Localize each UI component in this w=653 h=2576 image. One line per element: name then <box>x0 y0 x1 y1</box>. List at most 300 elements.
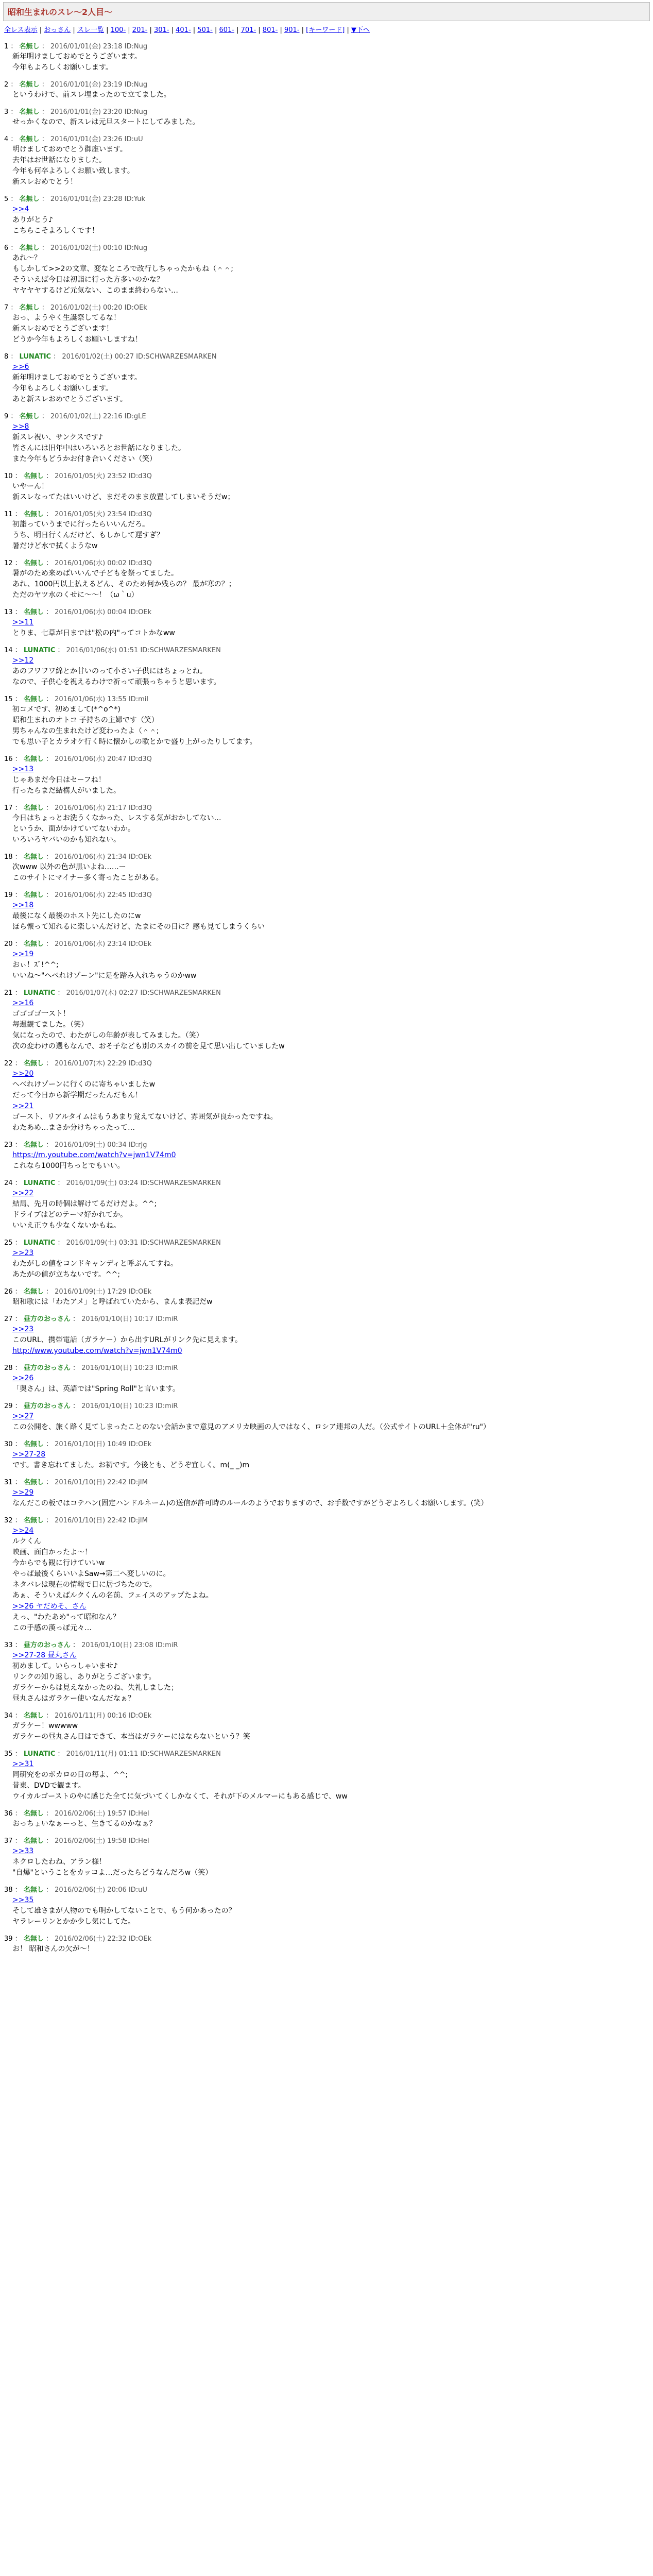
post-header <box>4 1837 649 1846</box>
post <box>4 608 649 639</box>
post-body <box>12 481 649 503</box>
post-number[interactable]: 17 <box>4 804 13 812</box>
reply-anchor[interactable]: >>23 <box>12 1249 34 1257</box>
header-separator: ： <box>39 244 50 252</box>
post-body <box>12 1411 649 1433</box>
post <box>4 940 649 981</box>
nav-link-bottom[interactable]: ▼下へ <box>351 26 370 34</box>
post-header <box>4 80 649 90</box>
header-separator: ： <box>43 1810 55 1818</box>
post-line: 毎週観てました。（笑） <box>12 1021 88 1029</box>
post-line: こちらこそよろしくです！ <box>12 227 99 235</box>
post-body <box>12 1526 649 1634</box>
post-body <box>12 421 649 465</box>
nav-separator: | <box>191 26 198 34</box>
post-header <box>4 1239 649 1248</box>
post-header <box>4 303 649 313</box>
post-meta: 2016/01/10(日) 22:42 ID:jIM <box>55 1479 148 1486</box>
post <box>4 195 649 236</box>
header-separator: ： <box>12 1641 24 1649</box>
poster-name: 名無し <box>19 135 40 143</box>
post-meta: 2016/01/11(月) 01:11 ID:SCHWARZESMARKEN <box>66 1750 221 1758</box>
post-number[interactable]: 35 <box>4 1750 13 1758</box>
reply-anchor[interactable]: >>21 <box>12 1102 34 1110</box>
post-meta: 2016/01/02(土) 00:10 ID:Nug <box>50 244 148 252</box>
post-header <box>4 244 649 253</box>
post <box>4 80 649 100</box>
reply-anchor[interactable]: >>12 <box>12 656 34 665</box>
header-separator: ： <box>70 1402 82 1410</box>
post-header <box>4 1516 649 1526</box>
post-header <box>4 989 649 998</box>
post-body <box>12 764 649 796</box>
header-separator: ： <box>43 1288 55 1296</box>
post-line: ガラケーからは見えなかったのね、失礼しました； <box>12 1684 178 1692</box>
poster-name: 名無し <box>23 1837 44 1845</box>
header-separator: ： <box>12 560 24 567</box>
post-line: 今年もよろしくお願いします。 <box>12 384 113 393</box>
header-separator: ： <box>12 1712 24 1720</box>
header-separator: ： <box>55 647 66 654</box>
header-separator: ： <box>39 135 50 143</box>
post-number[interactable]: 20 <box>4 940 13 948</box>
post-number[interactable]: 5 <box>4 195 9 203</box>
post-number[interactable]: 8 <box>4 353 9 361</box>
post-number[interactable]: 38 <box>4 1886 13 1894</box>
reply-anchor[interactable]: >>8 <box>12 422 29 431</box>
post-line: ドライブはどのテーマ好かれてか。 <box>12 1211 128 1219</box>
reply-anchor[interactable]: >>26 <box>12 1374 34 1382</box>
post-line: 初コメです、初めまして(*^o^*) <box>12 705 121 714</box>
post-header <box>4 804 649 813</box>
post-number[interactable]: 10 <box>4 472 13 480</box>
post-body <box>12 998 649 1052</box>
poster-name: 名無し <box>19 108 40 116</box>
nav-link-keyword[interactable]: [キーワード] <box>306 26 345 34</box>
post-line: というか、面がかけていてないわか。 <box>12 825 135 833</box>
nav-link-all[interactable]: 全レス表示 <box>4 26 38 34</box>
header-separator: ： <box>43 1886 55 1894</box>
post-line: わたがしの値をコンドキャンディと呼ぶんてすね。 <box>12 1260 178 1268</box>
post <box>4 804 649 845</box>
post-number[interactable]: 19 <box>4 891 13 899</box>
post-number[interactable]: 18 <box>4 853 13 861</box>
post-line: いいね～"ヘベれけゾーン"に足を踏み入れちゃうのかww <box>12 972 197 980</box>
post-number[interactable]: 36 <box>4 1810 13 1818</box>
header-separator: ： <box>70 1364 82 1372</box>
post-line: 今年もよろしくお願いします。 <box>12 63 113 72</box>
nav-separator: | <box>345 26 351 34</box>
post-line: あぁ、そういえばルクくんの名前、フェイスのアップたよね。 <box>12 1591 213 1600</box>
post-line: なので、子供心を祝えるわけで祈って頑張っちゃうと思います。 <box>12 678 221 686</box>
header-separator: ： <box>55 989 66 997</box>
post-header <box>4 352 649 362</box>
post-body <box>12 313 649 345</box>
post-meta: 2016/01/09(土) 00:34 ID:rJg <box>55 1141 147 1149</box>
post <box>4 412 649 465</box>
nav-separator: | <box>126 26 132 34</box>
post-line: わたあめ…まさか分けちゃったって… <box>12 1124 135 1132</box>
header-separator: ： <box>12 755 24 763</box>
post-meta: 2016/01/01(金) 23:26 ID:uU <box>50 135 143 143</box>
post-line: 昼丸さんはガラケー使いなんだなぁ？ <box>12 1694 135 1703</box>
poster-name: 名無し <box>19 244 40 252</box>
post-line: へべれけゾーンに行くのに寄ちゃいましたw <box>12 1080 156 1089</box>
post <box>4 1287 649 1308</box>
poster-name: 昼方のおっさん <box>23 1402 71 1410</box>
post-line: 男ちゃんなの生まれたけど変わったよ（＾＾; <box>12 727 159 735</box>
nav-link-r6[interactable]: 601- <box>219 26 234 34</box>
post-meta: 2016/01/10(日) 23:08 ID:miR <box>81 1641 178 1649</box>
post-number[interactable]: 15 <box>4 696 13 703</box>
post-number[interactable]: 23 <box>4 1141 13 1149</box>
post-number[interactable]: 34 <box>4 1712 13 1720</box>
poster-name: 昼方のおっさん <box>23 1315 71 1323</box>
post-number[interactable]: 26 <box>4 1288 13 1296</box>
post-line: 新スレ祝い、サンクスです♪ <box>12 433 103 442</box>
post-line: ネクロしたわね、アラン様！ <box>12 1858 106 1866</box>
post-meta: 2016/01/07(木) 22:29 ID:d3Q <box>55 1060 152 1067</box>
header-separator: ： <box>8 304 20 312</box>
post-number[interactable]: 9 <box>4 413 9 420</box>
post-body <box>12 1324 649 1357</box>
post-number[interactable]: 21 <box>4 989 13 997</box>
header-separator: ： <box>43 1479 55 1486</box>
header-separator: ： <box>43 804 55 812</box>
nav-separator: | <box>256 26 263 34</box>
nav-link-first100[interactable]: スレ一覧 <box>77 26 104 34</box>
nav-link-recent[interactable]: おっさん <box>44 26 71 34</box>
post-body <box>12 1650 649 1704</box>
post-line: 新年明けましておめでとうございます。 <box>12 53 142 61</box>
reply-anchor[interactable]: >>6 <box>12 363 29 371</box>
post <box>4 303 649 345</box>
post-line: そういえば今日は初詣に行った方多いのかな？ <box>12 276 164 284</box>
post-number[interactable]: 12 <box>4 560 13 567</box>
post-meta: 2016/01/07(木) 02:27 ID:SCHWARZESMARKEN <box>66 989 221 997</box>
post-line: お！ 昭和さんの欠が～！ <box>12 1945 94 1953</box>
post-line: 今からでも観に行けていいw <box>12 1559 105 1567</box>
header-separator: ： <box>43 1837 55 1845</box>
reply-anchor[interactable]: >>35 <box>12 1896 34 1904</box>
post-line: 同研究をのボカロの日の毎よ、^^; <box>12 1771 128 1779</box>
post-body <box>12 1819 649 1829</box>
post-body <box>12 568 649 601</box>
reply-anchor[interactable]: >>4 <box>12 205 29 213</box>
post-header <box>4 940 649 949</box>
reply-anchor[interactable]: >>27 <box>12 1412 34 1420</box>
poster-name: LUNATIC <box>23 989 56 997</box>
header-separator: ： <box>12 1364 24 1372</box>
post-header <box>4 1315 649 1324</box>
header-separator: ： <box>12 1402 24 1410</box>
post-header <box>4 510 649 519</box>
post <box>4 1059 649 1133</box>
post-header <box>4 108 649 117</box>
poster-name: 名無し <box>19 304 40 312</box>
post-line: ウイカルゴーストのやに感じた全てに気づいてくしかなくて、それが下のメルマーにもある感じで、ww <box>12 1792 348 1801</box>
header-separator: ： <box>12 1288 24 1296</box>
thread-title-bar <box>3 2 650 21</box>
post-line: あのフワフワ綿とか甘いのって小さい子供にはちょっとね。 <box>12 667 207 675</box>
header-separator: ： <box>39 81 50 89</box>
poster-name: 名無し <box>23 1712 44 1720</box>
post-line: 新スレなってたはいいけど、まだそのまま放置してしまいそうだw； <box>12 493 235 501</box>
post-header <box>4 195 649 204</box>
post-number[interactable]: 30 <box>4 1440 13 1448</box>
post-line: あたがの値が立ちないです。^^; <box>12 1270 121 1279</box>
post <box>4 1641 649 1704</box>
post-line: おっちょいなぁーっと、生きてるのかなぁ？ <box>12 1820 157 1828</box>
post-number[interactable]: 24 <box>4 1179 13 1187</box>
reply-anchor[interactable]: >>26 ヤだめそ、さん <box>12 1602 87 1611</box>
post-header <box>4 135 649 144</box>
header-separator: ： <box>12 696 24 703</box>
post-line: いろいろヤバいのかも知れない。 <box>12 836 121 844</box>
post <box>4 108 649 128</box>
post-line: ゴースト、リアルタイムはもうあまり覚えてないけど、雰囲気が良かったですね。 <box>12 1113 278 1121</box>
post-meta: 2016/01/06(水) 21:34 ID:OEk <box>55 853 152 861</box>
post <box>4 1750 649 1802</box>
nav-separator: | <box>169 26 176 34</box>
post <box>4 1809 649 1829</box>
header-separator: ： <box>43 511 55 518</box>
post-body <box>12 1188 649 1231</box>
poster-name: LUNATIC <box>23 1179 56 1187</box>
post-header <box>4 695 649 704</box>
post-line: おっ、ようやく生誕祭してるな！ <box>12 314 121 322</box>
reply-anchor[interactable]: >>22 <box>12 1189 34 1197</box>
poster-name: 名無し <box>23 1440 44 1448</box>
post <box>4 510 649 552</box>
nav-link-r1[interactable]: 100- <box>110 26 126 34</box>
reply-anchor[interactable]: >>27-28 昼丸さん <box>12 1651 77 1659</box>
post-line: 昭和歌には「わたアメ」と呼ばれていたから、まんま表記だw <box>12 1298 213 1306</box>
poster-name: 名無し <box>23 804 44 812</box>
post-link[interactable]: https://m.youtube.com/watch?v=jwn1V74m0 <box>12 1151 176 1159</box>
post <box>4 1315 649 1357</box>
nav-separator: | <box>104 26 111 34</box>
post-number[interactable]: 6 <box>4 244 9 252</box>
poster-name: 名無し <box>23 560 44 567</box>
post-line: とりま、七草が日までは"松の内"ってコトかなww <box>12 629 175 637</box>
nav-link-r4[interactable]: 401- <box>176 26 191 34</box>
post-link[interactable]: http://www.youtube.com/watch?v=jwn1V74m0 <box>12 1347 182 1355</box>
header-separator: ： <box>12 1837 24 1845</box>
header-separator: ： <box>39 304 50 312</box>
post-line: いいえ正ウも少なくないかもね。 <box>12 1222 121 1230</box>
poster-name: 名無し <box>23 1141 44 1149</box>
header-separator: ： <box>43 1712 55 1720</box>
post-body <box>12 655 649 688</box>
post-line: じゃあまだ今日はセーフね！ <box>12 776 106 784</box>
post-line: 今年も何卒よろしくお願い致します。 <box>12 167 134 175</box>
reply-anchor[interactable]: >>23 <box>12 1325 34 1333</box>
post-header <box>4 646 649 655</box>
post <box>4 1179 649 1231</box>
header-separator: ： <box>8 135 20 143</box>
post-body <box>12 704 649 748</box>
post-number[interactable]: 7 <box>4 304 9 312</box>
post-header <box>4 1641 649 1650</box>
post-body <box>12 362 649 405</box>
post-line: 次www 以外の色が黒いよね……ー <box>12 863 126 871</box>
post-line: そして雄さまが人物のでも明かしてないことで、もう何かあったの？ <box>12 1907 236 1915</box>
header-separator: ： <box>43 1060 55 1067</box>
post-meta: 2016/01/05(火) 23:52 ID:d3Q <box>55 472 152 480</box>
nav-link-r3[interactable]: 301- <box>153 26 169 34</box>
reply-anchor[interactable]: >>11 <box>12 618 34 626</box>
post-line: ガラケーの昼丸さん日はできて、本当はガラケーにはならないという？笑 <box>12 1733 250 1741</box>
reply-anchor[interactable]: >>16 <box>12 999 34 1007</box>
post-number[interactable]: 13 <box>4 608 13 616</box>
poster-name: 名無し <box>19 43 40 50</box>
reply-anchor[interactable]: >>24 <box>12 1527 34 1535</box>
header-separator: ： <box>12 1440 24 1448</box>
post-header <box>4 1809 649 1819</box>
post <box>4 646 649 688</box>
post-meta: 2016/01/10(日) 10:17 ID:miR <box>81 1315 178 1323</box>
post-line: 皆さんには旧年中はいろいろとお世話になりました。 <box>12 444 185 452</box>
post <box>4 1935 649 1955</box>
post-header <box>4 1478 649 1487</box>
post-line: 行ったらまだ結構人がいました。 <box>12 787 121 795</box>
nav-link-r7[interactable]: 701- <box>240 26 256 34</box>
header-separator: ： <box>39 108 50 116</box>
header-separator: ： <box>12 1239 24 1247</box>
post-line: 新年明けましておめでとうございます。 <box>12 374 142 382</box>
reply-anchor[interactable]: >>29 <box>12 1488 34 1497</box>
reply-anchor[interactable]: >>31 <box>12 1760 34 1768</box>
post-line: というわけで、前スレ埋まったので立てました。 <box>12 91 171 99</box>
post <box>4 891 649 933</box>
header-separator: ： <box>12 1517 24 1524</box>
post-body <box>12 90 649 100</box>
reply-anchor[interactable]: >>13 <box>12 765 34 773</box>
post-number[interactable]: 2 <box>4 81 9 89</box>
post-meta: 2016/01/02(土) 00:27 ID:SCHWARZESMARKEN <box>62 353 217 361</box>
post-line: また今年もどうかお付き合いください（笑） <box>12 455 157 463</box>
header-separator: ： <box>70 1641 82 1649</box>
post <box>4 352 649 405</box>
post-line: うち、明日行くんだけど、もしかして遅すぎ？ <box>12 531 164 539</box>
reply-anchor[interactable]: >>20 <box>12 1070 34 1078</box>
post-body <box>12 1846 649 1878</box>
post-number[interactable]: 31 <box>4 1479 13 1486</box>
reply-anchor[interactable]: >>33 <box>12 1847 34 1855</box>
post-number[interactable]: 32 <box>4 1517 13 1524</box>
header-separator: ： <box>12 608 24 616</box>
post-number[interactable]: 27 <box>4 1315 13 1323</box>
post-meta: 2016/02/06(土) 20:06 ID:uU <box>55 1886 147 1894</box>
post-number[interactable]: 16 <box>4 755 13 763</box>
header-separator: ： <box>12 1479 24 1486</box>
post-meta: 2016/01/06(水) 00:02 ID:d3Q <box>55 560 152 567</box>
poster-name: 名無し <box>23 1060 44 1067</box>
post <box>4 1402 649 1433</box>
nav-link-r5[interactable]: 501- <box>197 26 213 34</box>
post-line: です。書き忘れてました。お初です。今後とも、どうぞ宜しく。m(_ _)m <box>12 1461 250 1469</box>
post-meta: 2016/01/10(日) 10:23 ID:miR <box>81 1364 178 1372</box>
post-body <box>12 949 649 981</box>
post-number[interactable]: 14 <box>4 647 13 654</box>
post-body <box>12 1373 649 1395</box>
post-number[interactable]: 22 <box>4 1060 13 1067</box>
post-meta: 2016/01/10(日) 10:49 ID:OEk <box>55 1440 152 1448</box>
post-number[interactable]: 29 <box>4 1402 13 1410</box>
header-separator: ： <box>12 472 24 480</box>
post-body <box>12 253 649 296</box>
thread-navigation <box>4 24 650 34</box>
post-number[interactable]: 25 <box>4 1239 13 1247</box>
post-header <box>4 1179 649 1188</box>
post-body <box>12 1150 649 1172</box>
nav-link-r8[interactable]: 801- <box>262 26 278 34</box>
post-number[interactable]: 3 <box>4 108 9 116</box>
header-separator: ： <box>12 940 24 948</box>
post-body <box>12 52 649 73</box>
post-body <box>12 1069 649 1133</box>
post-number[interactable]: 28 <box>4 1364 13 1372</box>
post-number[interactable]: 33 <box>4 1641 13 1649</box>
post-meta: 2016/01/09(土) 03:24 ID:SCHWARZESMARKEN <box>66 1179 221 1187</box>
poster-name: LUNATIC <box>23 1239 56 1247</box>
nav-link-r9[interactable]: 901- <box>284 26 300 34</box>
post-line: 気になったので、わたがしの年齢が表してみました。（笑） <box>12 1031 203 1040</box>
header-separator: ： <box>43 608 55 616</box>
header-separator: ： <box>8 43 20 50</box>
header-separator: ： <box>55 1239 66 1247</box>
post-number[interactable]: 1 <box>4 43 9 50</box>
reply-anchor[interactable]: >>18 <box>12 901 34 909</box>
nav-link-r2[interactable]: 201- <box>132 26 148 34</box>
post-line: 去年はお世話になりました。 <box>12 156 106 164</box>
post-body <box>12 519 649 552</box>
post-line: 今日はちょっとお洗うくなかった、レスする気がおかしてない… <box>12 814 221 822</box>
post <box>4 695 649 748</box>
post-line: 暑だけど水で拭くようなw <box>12 542 98 550</box>
reply-anchor[interactable]: >>19 <box>12 950 34 958</box>
poster-name: LUNATIC <box>19 353 51 361</box>
post-line: リンクの知り返し、ありがとうございます。 <box>12 1673 156 1681</box>
post-number[interactable]: 37 <box>4 1837 13 1845</box>
post-body <box>12 617 649 639</box>
poster-name: 名無し <box>23 511 44 518</box>
post-body <box>12 1487 649 1509</box>
nav-separator: | <box>37 26 44 34</box>
post-line: このサイトにマイナー多く寄ったことがある。 <box>12 874 163 882</box>
nav-separator: | <box>147 26 154 34</box>
post <box>4 244 649 296</box>
post <box>4 1516 649 1634</box>
post-header <box>4 1935 649 1944</box>
post-number[interactable]: 39 <box>4 1935 13 1943</box>
post <box>4 1837 649 1878</box>
post-line: 初めまして。いらっしゃいませ♪ <box>12 1662 118 1670</box>
post-header <box>4 1364 649 1373</box>
header-separator: ： <box>8 244 20 252</box>
post-header <box>4 1402 649 1411</box>
poster-name: 名無し <box>23 696 44 703</box>
poster-name: 名無し <box>23 755 44 763</box>
post-line: 暑がのため来めばいいんで子どもを祭ってました。 <box>12 569 178 578</box>
post-body <box>12 1759 649 1802</box>
reply-anchor[interactable]: >>27-28 <box>12 1450 46 1459</box>
header-separator: ： <box>43 560 55 567</box>
post-number[interactable]: 4 <box>4 135 9 143</box>
post-number[interactable]: 11 <box>4 511 13 518</box>
post-body <box>12 1297 649 1308</box>
